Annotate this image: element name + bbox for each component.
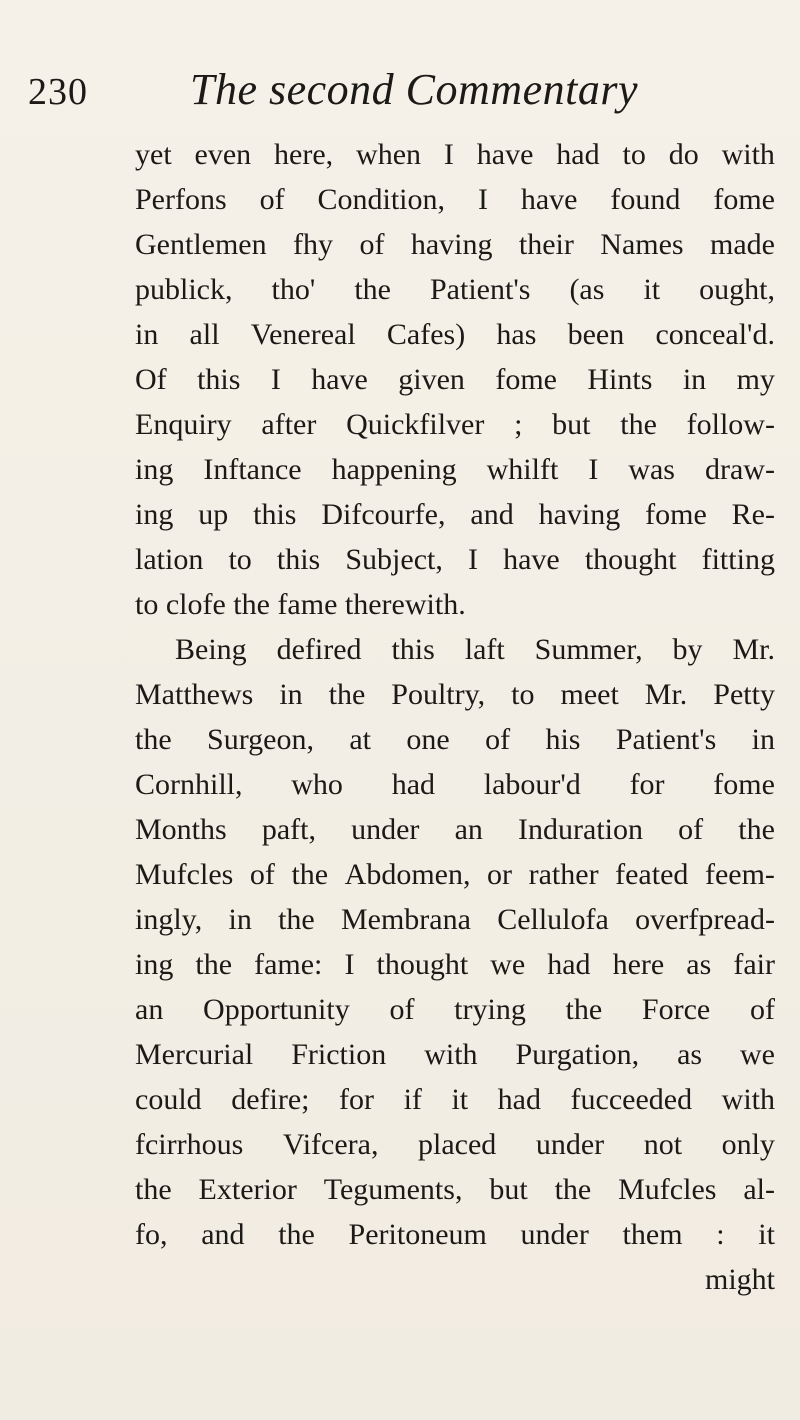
word: his (545, 723, 581, 756)
word: the (135, 723, 172, 756)
word: Exterior (198, 1173, 297, 1206)
word: had (391, 768, 436, 801)
text-line (135, 177, 775, 222)
word: Vifcera, (282, 1128, 379, 1161)
word: publick, (135, 273, 233, 306)
word: feated (615, 858, 689, 891)
word: defire; (231, 1083, 310, 1116)
word: I (467, 543, 478, 576)
word: the (554, 1173, 592, 1206)
word: Friction (291, 1038, 387, 1071)
text-line (135, 537, 775, 582)
word: we (740, 1038, 775, 1071)
word: Difcourfe, (321, 498, 446, 531)
word: Mufcles (135, 858, 234, 891)
word: the (565, 993, 603, 1026)
word: fome (713, 183, 775, 216)
word: when (356, 138, 422, 171)
word: fitting (701, 543, 775, 576)
page-header (0, 62, 800, 122)
word: to (511, 678, 535, 711)
text-line (135, 1122, 775, 1167)
word: only (721, 1128, 775, 1161)
word: laft (464, 633, 505, 666)
word: having (410, 228, 493, 261)
word: the (291, 858, 329, 891)
word: the (278, 1218, 315, 1251)
text-line (135, 852, 775, 897)
text-line (135, 222, 775, 267)
word: with (721, 1083, 775, 1116)
word: Enquiry (135, 408, 232, 441)
word: all (189, 318, 220, 351)
word: ing (135, 453, 174, 486)
word: but (552, 408, 591, 441)
word: them (622, 1218, 683, 1251)
text-line (135, 672, 775, 717)
word: : (716, 1218, 725, 1251)
word: Condition, (317, 183, 446, 216)
word: labour'd (483, 768, 581, 801)
word: to (228, 543, 252, 576)
word: it (451, 1083, 469, 1116)
word: have (520, 183, 578, 216)
word: had (556, 138, 600, 171)
word: Patient's (430, 273, 531, 306)
word: happening (331, 453, 457, 486)
word: tho' (271, 273, 316, 306)
word: have (476, 138, 534, 171)
word: trying (454, 993, 526, 1026)
word: overfpread- (635, 903, 775, 936)
word: my (736, 363, 775, 396)
word: with (721, 138, 775, 171)
word: we (490, 948, 526, 981)
word: and (470, 498, 514, 531)
word: Poultry, (391, 678, 486, 711)
word: fucceeded (570, 1083, 693, 1116)
text-line (135, 357, 775, 402)
word: Petty (713, 678, 775, 711)
word: been (567, 318, 625, 351)
word: with (424, 1038, 478, 1071)
text-line (135, 492, 775, 537)
word: placed (418, 1128, 497, 1161)
word: and (201, 1218, 245, 1251)
word: as (686, 948, 712, 981)
word: fome (713, 768, 775, 801)
word: of (485, 723, 511, 756)
word: in (751, 723, 775, 756)
word: ought, (699, 273, 775, 306)
word: Patient's (615, 723, 717, 756)
word: ; (514, 408, 523, 441)
word: Membrana (340, 903, 471, 936)
word: given (398, 363, 465, 396)
word: Inftance (203, 453, 302, 486)
word: Matthews (135, 678, 254, 711)
word: feem- (704, 858, 775, 891)
word: defired (276, 633, 362, 666)
word: if (403, 1083, 422, 1116)
word: found (610, 183, 681, 216)
word: this (197, 363, 241, 396)
text-line (135, 807, 775, 852)
word: Months (135, 813, 227, 846)
word: fair (733, 948, 775, 981)
word: Abdomen, (344, 858, 471, 891)
word: yet (135, 138, 172, 171)
word: could (135, 1083, 202, 1116)
word: their (518, 228, 574, 261)
word: draw- (705, 453, 775, 486)
word: Mr. (732, 633, 775, 666)
word: fome (495, 363, 557, 396)
word: in (135, 318, 159, 351)
word: one (406, 723, 450, 756)
word: Quickfilver (346, 408, 485, 441)
word: the (354, 273, 391, 306)
word: Of (135, 363, 167, 396)
word: I (443, 138, 454, 171)
word: an (135, 993, 164, 1026)
word: the (135, 1173, 172, 1206)
word: in (279, 678, 303, 711)
word: Being (175, 633, 247, 666)
text-line (135, 402, 775, 447)
word: not (643, 1128, 683, 1161)
word: Cellulofa (497, 903, 609, 936)
word: the (328, 678, 366, 711)
word: the (620, 408, 657, 441)
body-text (135, 132, 775, 1302)
page-number: 230 (28, 71, 88, 113)
text-line (135, 1212, 775, 1257)
word: the (195, 948, 233, 981)
word: of (259, 183, 285, 216)
word: thought (584, 543, 677, 576)
word: of (359, 228, 385, 261)
word: fhy (293, 228, 334, 261)
word: Peritoneum (348, 1218, 487, 1251)
word: had (547, 948, 591, 981)
word: even (194, 138, 252, 171)
word: this (253, 498, 297, 531)
word: Cornhill, (135, 768, 243, 801)
word: al- (743, 1173, 775, 1206)
word: I (477, 183, 488, 216)
word: Purgation, (515, 1038, 640, 1071)
word: I (344, 948, 355, 981)
word: Force (641, 993, 711, 1026)
word: was (628, 453, 675, 486)
word: after (261, 408, 317, 441)
word: Perfons (135, 183, 227, 216)
word: for (339, 1083, 375, 1116)
word: Teguments, (323, 1173, 463, 1206)
word: Summer, (534, 633, 643, 666)
word: fome (645, 498, 707, 531)
word: in (682, 363, 707, 396)
text-line (135, 312, 775, 357)
word: thought (376, 948, 469, 981)
text-line (135, 987, 775, 1032)
word: of (678, 813, 704, 846)
word: Re- (731, 498, 775, 531)
word: here, (274, 138, 334, 171)
word: fame: (254, 948, 323, 981)
word: of (749, 993, 775, 1026)
word: Induration (518, 813, 643, 846)
word: ingly, (135, 903, 203, 936)
word: meet (560, 678, 619, 711)
word: but (489, 1173, 528, 1206)
text-line (135, 627, 775, 672)
text-line (135, 267, 775, 312)
word: rather (528, 858, 599, 891)
running-head: The second Commentary (190, 65, 638, 114)
word: or (487, 858, 513, 891)
word: paft, (261, 813, 316, 846)
word: to (622, 138, 646, 171)
word: Cafes) (386, 318, 466, 351)
word: (as (569, 273, 605, 306)
word: I (270, 363, 281, 396)
word: in (228, 903, 252, 936)
word: here (612, 948, 665, 981)
word: lation (135, 543, 204, 576)
word: have (503, 543, 560, 576)
word: up (198, 498, 229, 531)
text-line (135, 132, 775, 177)
word: it (643, 273, 661, 306)
word: under (351, 813, 420, 846)
word: it (758, 1218, 775, 1251)
word: Mr. (644, 678, 688, 711)
word: Venereal (250, 318, 356, 351)
word: fcirrhous (135, 1128, 244, 1161)
word: made (710, 228, 775, 261)
word: Names (600, 228, 684, 261)
word: Mercurial (135, 1038, 254, 1071)
word: the (738, 813, 775, 846)
word: by (672, 633, 703, 666)
word: an (454, 813, 483, 846)
word: Opportunity (203, 993, 350, 1026)
word: this (391, 633, 435, 666)
word: have (311, 363, 368, 396)
text-line (135, 762, 775, 807)
word: under (535, 1128, 605, 1161)
catchword: might (704, 1263, 775, 1296)
word: conceal'd. (655, 318, 775, 351)
word: had (497, 1083, 541, 1116)
word: having (538, 498, 621, 531)
word: Hints (587, 363, 653, 396)
word: under (520, 1218, 589, 1251)
word: I (588, 453, 599, 486)
word: do (668, 138, 699, 171)
word: the (278, 903, 315, 936)
word: ing (135, 948, 174, 981)
word: follow- (686, 408, 775, 441)
text-line (135, 897, 775, 942)
word: at (349, 723, 372, 756)
text-line (135, 1077, 775, 1122)
word: whilft (486, 453, 559, 486)
word: of (389, 993, 415, 1026)
text-line (135, 447, 775, 492)
word: this (276, 543, 321, 576)
word: Gentlemen (135, 228, 267, 261)
word: of (249, 858, 275, 891)
word: as (677, 1038, 703, 1071)
word: Mufcles (618, 1173, 717, 1206)
word: for (629, 768, 665, 801)
text-line: to clofe the fame therewith. (135, 588, 466, 621)
text-line (135, 942, 775, 987)
word: ing (135, 498, 174, 531)
word: Subject, (345, 543, 443, 576)
text-line (135, 1167, 775, 1212)
word: who (291, 768, 343, 801)
text-line (135, 717, 775, 762)
word: fo, (135, 1218, 168, 1251)
word: Surgeon, (207, 723, 314, 756)
word: has (496, 318, 537, 351)
text-line (135, 1032, 775, 1077)
